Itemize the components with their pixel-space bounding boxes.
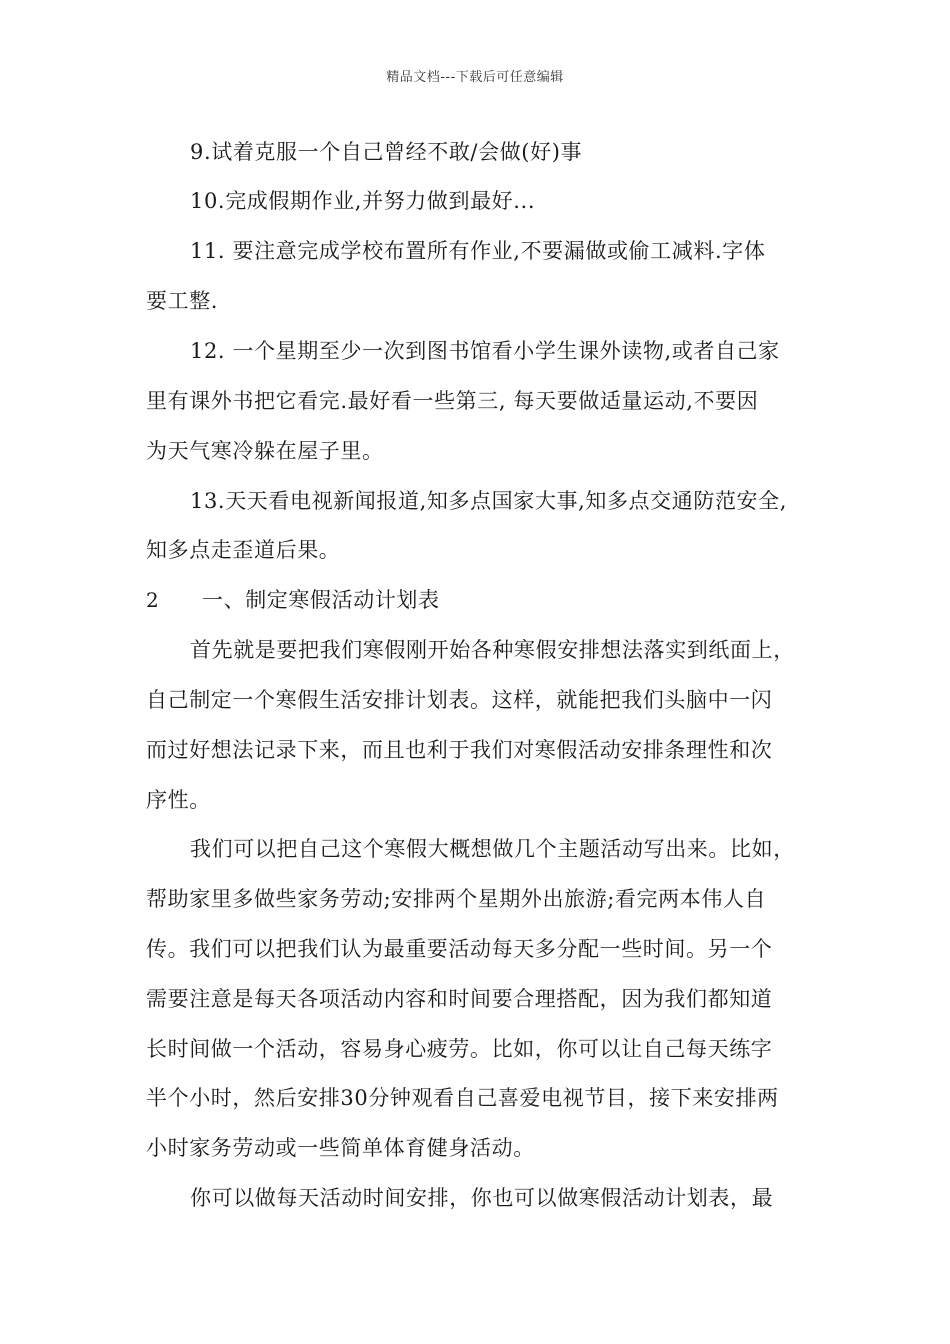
paragraph-line: 自己制定一个寒假生活安排计划表。这样，就能把我们头脑中一闪: [146, 688, 773, 712]
paragraph-line: 为天气寒冷躲在屋子里。: [146, 439, 384, 463]
paragraph-line: 首先就是要把我们寒假刚开始各种寒假安排想法落实到纸面上，: [190, 638, 795, 662]
paragraph-line: 11. 要注意完成学校布置所有作业,不要漏做或偷工减料.字体: [190, 239, 766, 263]
paragraph-line: 我们可以把自己这个寒假大概想做几个主题活动写出来。比如，: [190, 837, 795, 861]
section-heading: 一、制定寒假活动计划表: [202, 588, 440, 612]
paragraph-line: 里有课外书把它看完.最好看一些第三, 每天要做适量运动,不要因: [146, 389, 759, 413]
paragraph-line: 知多点走歪道后果。: [146, 538, 341, 562]
paragraph-line: 帮助家里多做些家务劳动;安排两个星期外出旅游;看完两本伟人自: [146, 887, 767, 911]
paragraph-line: 13.天天看电视新闻报道,知多点国家大事,知多点交通防范安全,: [190, 489, 788, 513]
paragraph-line: 传。我们可以把我们认为最重要活动每天多分配一些时间。另一个: [146, 937, 773, 961]
paragraph-line: 12. 一个星期至少一次到图书馆看小学生课外读物,或者自己家: [190, 339, 780, 363]
paragraph-line: 序性。: [146, 788, 211, 812]
paragraph-line: 要工整.: [146, 289, 219, 313]
paragraph-line: 你可以做每天活动时间安排，你也可以做寒假活动计划表，最: [190, 1186, 774, 1210]
page-header: 精品文档---下载后可任意编辑: [386, 70, 564, 85]
paragraph-line: 10.完成假期作业,并努力做到最好...: [190, 189, 536, 213]
paragraph-line: 长时间做一个活动，容易身心疲劳。比如，你可以让自己每天练字: [146, 1037, 773, 1061]
paragraph-line: 而过好想法记录下来，而且也利于我们对寒假活动安排条理性和次: [146, 738, 773, 762]
paragraph-line: 小时家务劳动或一些简单体育健身活动。: [146, 1136, 535, 1160]
paragraph-line: 9.试着克服一个自己曾经不敢/会做(好)事: [190, 140, 583, 164]
section-number: 2: [146, 588, 159, 612]
paragraph-line: 半个小时，然后安排30分钟观看自己喜爱电视节目，接下来安排两: [146, 1086, 779, 1110]
paragraph-line: 需要注意是每天各项活动内容和时间要合理搭配，因为我们都知道: [146, 987, 773, 1011]
